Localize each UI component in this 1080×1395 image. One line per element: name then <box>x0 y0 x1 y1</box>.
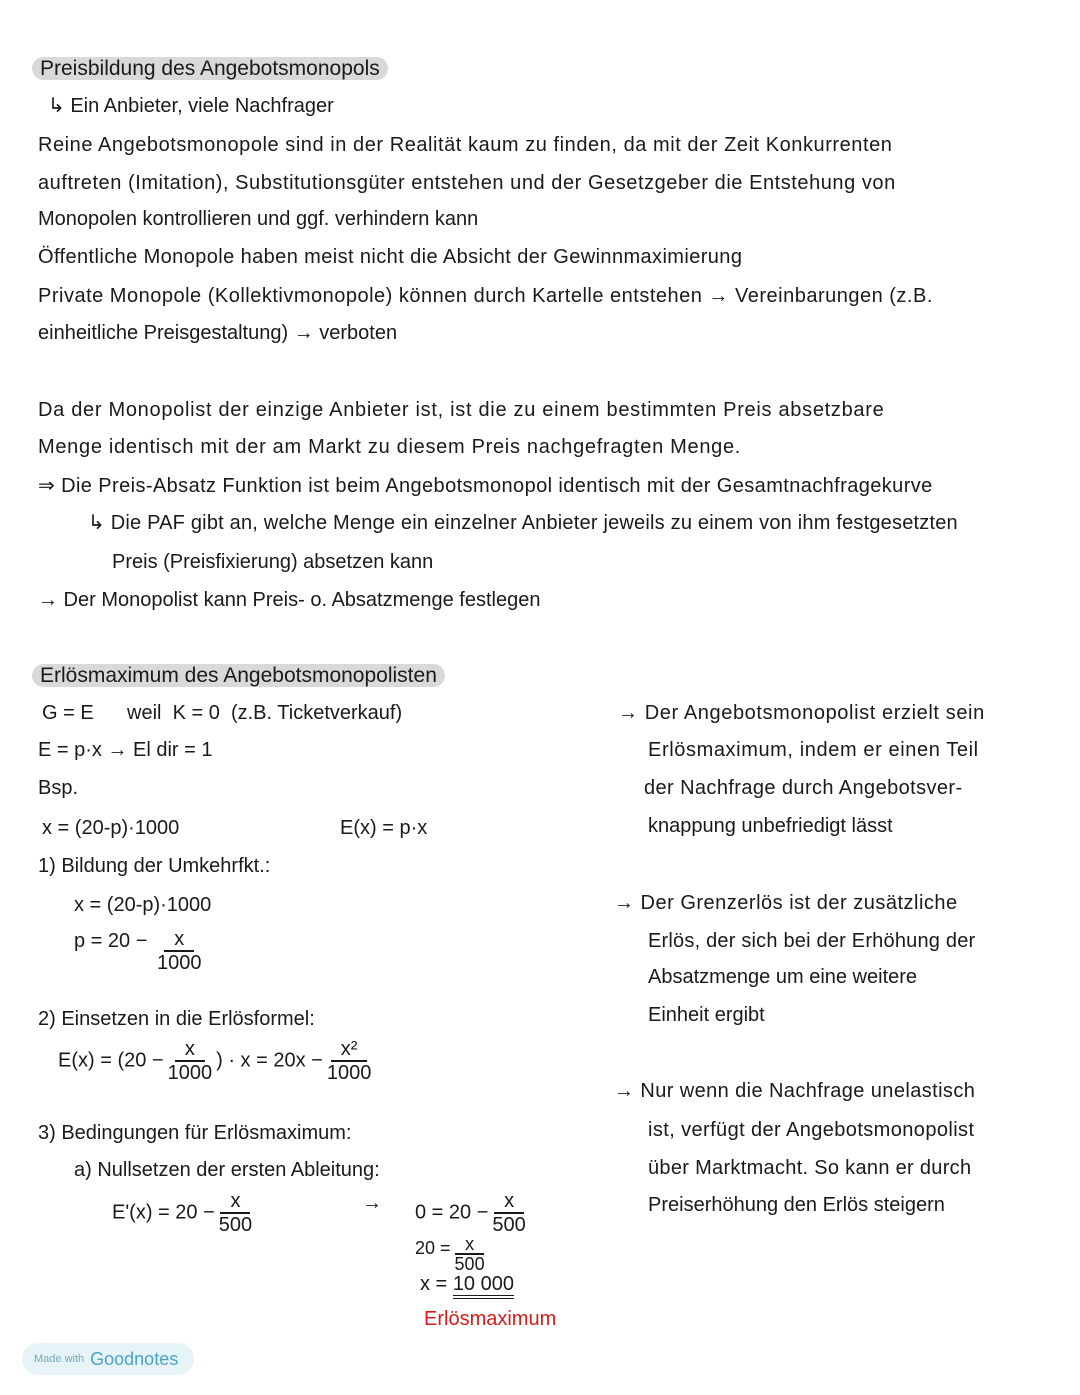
denominator: 500 <box>218 1214 253 1236</box>
badge-small-text: Made with <box>34 1353 85 1365</box>
text-line: Monopolen kontrollieren und ggf. verhindern kann <box>38 208 479 230</box>
denominator: 500 <box>454 1254 485 1274</box>
numerator: x² <box>331 1038 368 1062</box>
eq-part: ) · x = 20x − <box>216 1049 323 1072</box>
denominator: 1000 <box>167 1062 213 1084</box>
text-line: Private Monopole (Kollektivmonopole) können durch Kartelle entstehen → Vereinbarungen (z.B. <box>38 285 933 307</box>
fraction <box>157 928 202 974</box>
section-title-erloesmaximum <box>32 663 445 689</box>
derivative <box>112 1190 256 1236</box>
text-line: → Der Monopolist kann Preis- o. Absatzmenge festlegen <box>38 589 541 611</box>
numerator: x <box>220 1190 250 1214</box>
text-line: Öffentliche Monopole haben meist nicht die Absicht der Gewinnmaximierung <box>38 246 743 268</box>
eq-part: E(x) = (20 − <box>58 1049 164 1072</box>
arrow-icon: → <box>362 1192 382 1214</box>
text-line: ↳ Die PAF gibt an, welche Menge ein einzelner Anbieter jeweils zu einem von ihm festgesetzten <box>88 512 958 534</box>
note-line: über Marktmacht. So kann er durch <box>648 1157 972 1179</box>
note-line: → Nur wenn die Nachfrage unelastisch <box>614 1080 976 1102</box>
text-line: auftreten (Imitation), Substitutionsgüter entstehen und der Gesetzgeber die Entstehung von <box>38 172 896 194</box>
fraction <box>455 1235 485 1273</box>
revenue-formula <box>58 1038 375 1084</box>
step-1-eq: x = (20-p)·1000 <box>74 894 212 916</box>
numerator: x <box>494 1190 524 1214</box>
step-2: 2) Einsetzen in die Erlösformel: <box>38 1008 315 1030</box>
text-line: Menge identisch mit der am Markt zu diesem Preis nachgefragten Menge. <box>38 436 742 458</box>
denominator: 1000 <box>326 1062 372 1084</box>
step-3a: a) Nullsetzen der ersten Ableitung: <box>74 1159 380 1181</box>
fraction <box>492 1190 525 1236</box>
title-text: Erlösmaximum des Angebotsmonopolisten <box>32 664 445 687</box>
revenue-function: E(x) = p·x <box>340 817 428 839</box>
denominator: 500 <box>492 1214 526 1236</box>
text-line: Preis (Preisfixierung) absetzen kann <box>112 551 434 573</box>
price-function: x = (20-p)·1000 <box>42 817 180 839</box>
text-line: einheitliche Preisgestaltung) → verboten <box>38 322 398 344</box>
eq-part: 20 = <box>415 1238 451 1258</box>
fraction <box>327 1038 372 1084</box>
note-line: ist, verfügt der Angebotsmonopolist <box>648 1119 975 1141</box>
note-line: Preiserhöhung den Erlös steigern <box>648 1194 945 1216</box>
note-line: knappung unbefriedigt lässt <box>648 815 893 837</box>
note-line: → Der Angebotsmonopolist erzielt sein <box>618 702 985 724</box>
goodnotes-badge <box>22 1343 194 1375</box>
inverse-function <box>74 928 205 974</box>
text-line: Bsp. <box>38 777 79 799</box>
text-line: G = E weil K = 0 (z.B. Ticketverkauf) <box>42 702 403 724</box>
eq-part: x = <box>420 1273 448 1295</box>
result-value: 10 000 <box>453 1273 514 1299</box>
text-line: ↳ Ein Anbieter, viele Nachfrager <box>48 95 334 117</box>
note-line: der Nachfrage durch Angebotsver- <box>644 777 963 799</box>
equation-step <box>415 1235 489 1273</box>
text-line: E = p·x → El dir = 1 <box>38 739 213 761</box>
zero-equation <box>415 1190 530 1236</box>
eq-part: 0 = 20 − <box>415 1201 489 1224</box>
result-label: Erlösmaximum <box>424 1308 557 1330</box>
section-title-preisbildung <box>32 56 388 82</box>
numerator: x <box>455 1235 484 1255</box>
note-line: Absatzmenge um eine weitere <box>648 966 918 988</box>
denominator: 1000 <box>156 952 202 974</box>
eq-part: E'(x) = 20 − <box>112 1201 215 1224</box>
numerator: x <box>175 1038 205 1062</box>
eq-part: p = 20 − <box>74 930 148 952</box>
numerator: x <box>164 928 194 952</box>
note-line: → Der Grenzerlös ist der zusätzliche <box>614 892 958 914</box>
result <box>420 1271 514 1297</box>
fraction <box>168 1038 213 1084</box>
step-3: 3) Bedingungen für Erlösmaximum: <box>38 1122 352 1144</box>
badge-brand: Goodnotes <box>90 1348 179 1369</box>
text-line: ⇒ Die Preis-Absatz Funktion ist beim Angebotsmonopol identisch mit der Gesamtnachfragekurve <box>38 475 933 497</box>
text-line: Da der Monopolist der einzige Anbieter ist, ist die zu einem bestimmten Preis absetzbare <box>38 399 885 421</box>
text-line: Reine Angebotsmonopole sind in der Realität kaum zu finden, da mit der Zeit Konkurrenten <box>38 134 893 156</box>
title-text: Preisbildung des Angebotsmonopols <box>32 57 388 80</box>
note-line: Erlösmaximum, indem er einen Teil <box>648 739 979 761</box>
fraction <box>219 1190 252 1236</box>
note-line: Einheit ergibt <box>648 1004 765 1026</box>
step-1: 1) Bildung der Umkehrfkt.: <box>38 855 271 877</box>
note-line: Erlös, der sich bei der Erhöhung der <box>648 930 976 952</box>
